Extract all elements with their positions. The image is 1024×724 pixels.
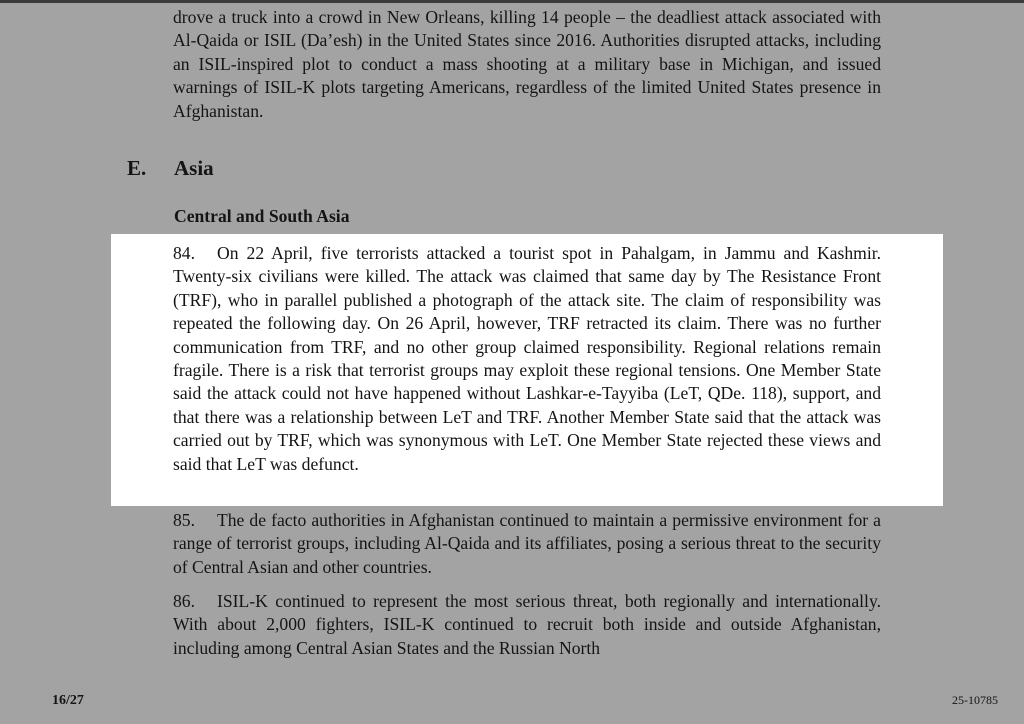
paragraph-number: 85. xyxy=(173,510,195,530)
paragraph-text: ISIL-K continued to represent the most serious threat, both regionally and internationally. With about 2,000 fighters, ISIL-K continued to recruit both inside and outside Afghanistan, including among Central Asian States and the Russian North xyxy=(173,591,881,658)
paragraph-text: The de facto authorities in Afghanistan continued to maintain a permissive environment for a range of terrorist groups, including Al-Qaida and its affiliates, posing a serious threat to the security of Central Asian and other countries. xyxy=(173,510,881,577)
paragraph-number: 86. xyxy=(173,591,195,611)
paragraph-85 xyxy=(173,509,881,579)
section-title: Asia xyxy=(174,156,214,180)
paragraph-84 xyxy=(173,242,881,476)
viewer-top-bar xyxy=(0,0,1024,3)
subheading: Central and South Asia xyxy=(174,206,350,226)
paragraph-intro: drove a truck into a crowd in New Orleans, killing 14 people – the deadliest attack associated with Al-Qaida or ISIL (Da’esh) in the United States since 2016. Authorities disrupted attacks, including an ISIL-inspired plot to conduct a mass shooting at a military base in Michigan, and issued warnings of ISIL-K plots targeting Americans, regardless of the limited United States presence in Afghanistan. xyxy=(173,7,881,121)
document-number: 25-10785 xyxy=(952,693,998,707)
page-number: 16/27 xyxy=(52,693,84,708)
section-letter: E. xyxy=(127,156,147,180)
paragraph-86 xyxy=(173,590,881,660)
paragraph-number: 84. xyxy=(173,243,195,263)
paragraph-text: On 22 April, five terrorists attacked a tourist spot in Pahalgam, in Jammu and Kashmir. Twenty-six civilians were killed. The attack was claimed that same day by The Resistance Front (TRF), who in parallel published a photograph of the attack site. The claim of responsibility was repeated the following day. On 26 April, however, TRF retracted its claim. There was no further communication from TRF, and no other group claimed responsibility. Regional relations remain fragile. There is a risk that terrorist groups may exploit these regional tensions. One Member State said the attack could not have happened without Lashkar-e-Tayyiba (LeT, QDe. 118), support, and that there was a relationship between LeT and TRF. Another Member State said that the attack was carried out by TRF, which was synonymous with LeT. One Member State rejected these views and said that LeT was defunct. xyxy=(173,243,881,474)
